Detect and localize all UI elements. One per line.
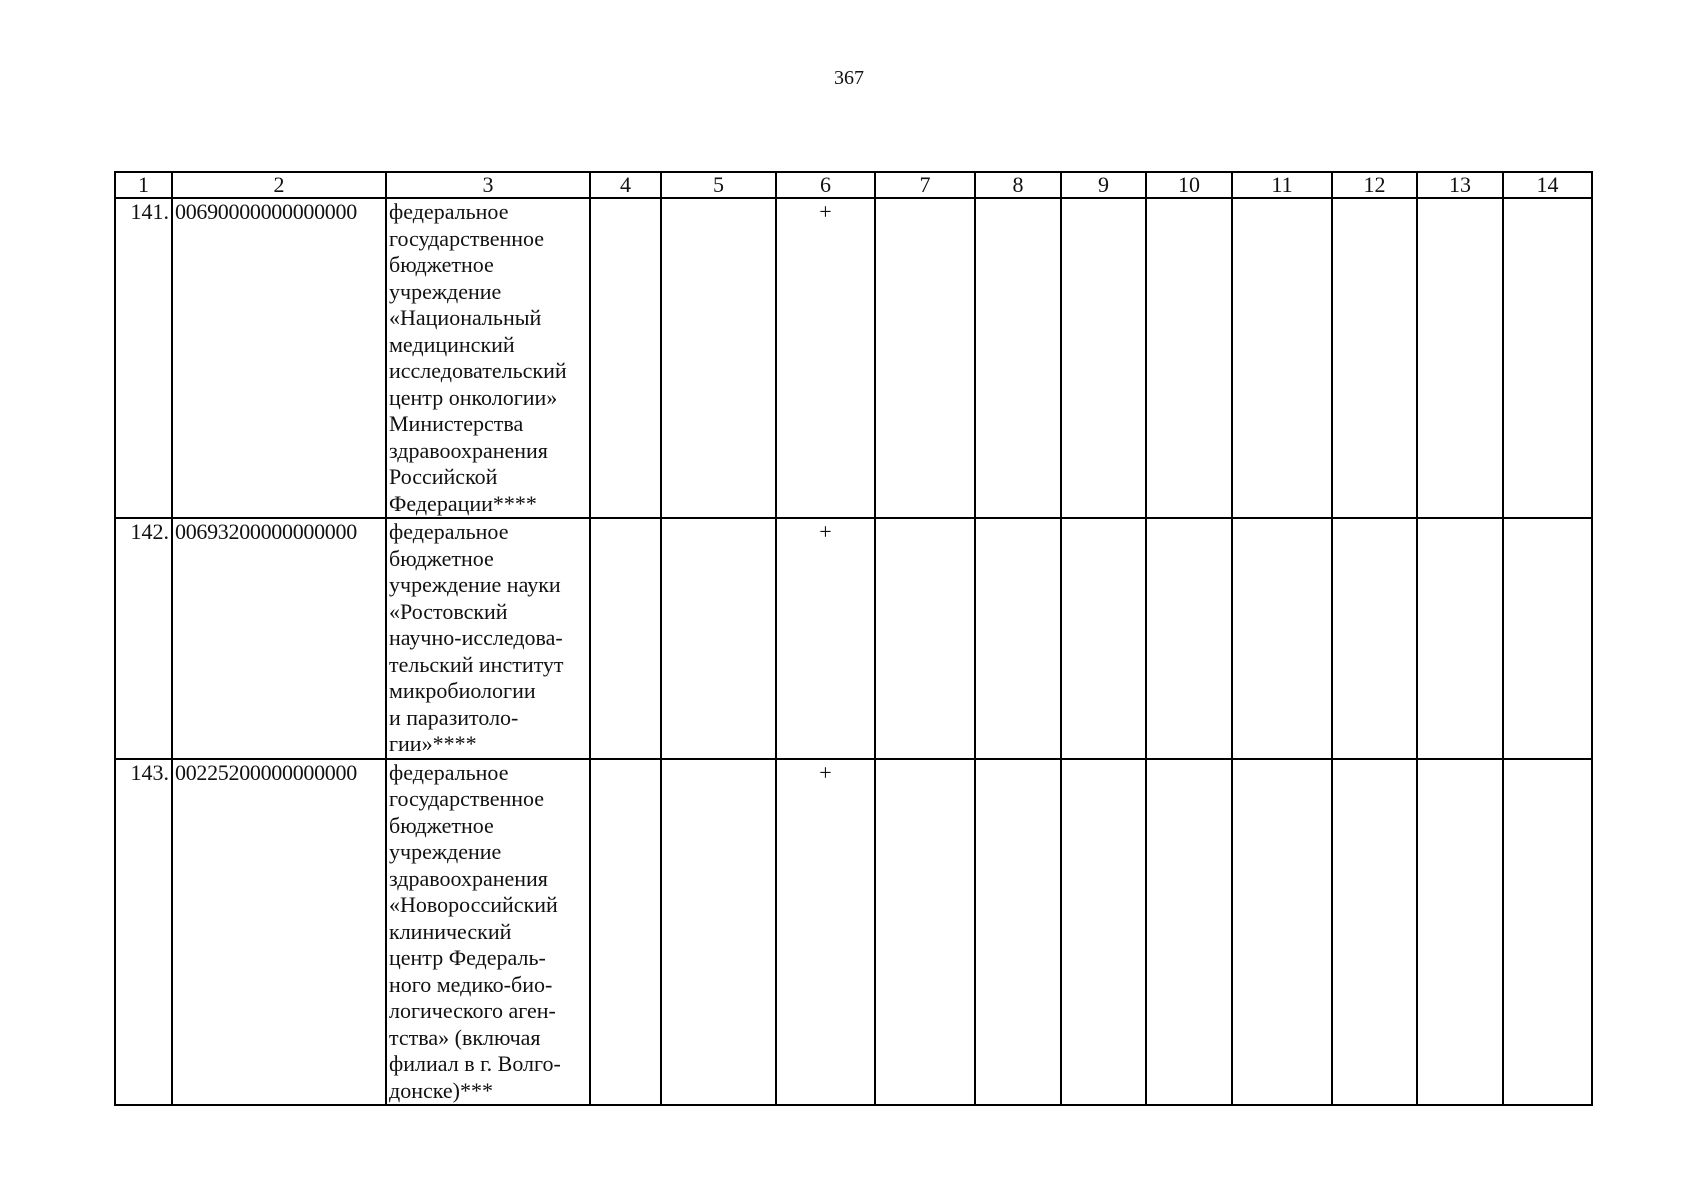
cell-col-8 xyxy=(975,198,1061,518)
cell-col-12 xyxy=(1332,518,1417,759)
page-number: 367 xyxy=(834,67,864,89)
cell-col-10 xyxy=(1146,518,1232,759)
cell-col-7 xyxy=(875,759,975,1106)
organization-name: федеральное бюджетное учреждение науки «Ростовский научно-исследова- тельский институт микробиологии и паразитоло- гии»**** xyxy=(386,518,590,759)
column-header-13: 13 xyxy=(1417,172,1503,198)
table-row xyxy=(115,198,1592,518)
cell-col-8 xyxy=(975,759,1061,1106)
organization-code: 00693200000000000 xyxy=(172,518,386,759)
row-number: 141. xyxy=(115,198,172,518)
cell-col-7 xyxy=(875,198,975,518)
column-header-10: 10 xyxy=(1146,172,1232,198)
cell-col-11 xyxy=(1232,518,1332,759)
column-header-8: 8 xyxy=(975,172,1061,198)
cell-col-14 xyxy=(1503,518,1592,759)
table-row xyxy=(115,759,1592,1106)
cell-col-11 xyxy=(1232,759,1332,1106)
cell-col-5 xyxy=(661,518,776,759)
cell-col-5 xyxy=(661,759,776,1106)
column-header-12: 12 xyxy=(1332,172,1417,198)
column-header-11: 11 xyxy=(1232,172,1332,198)
cell-col-9 xyxy=(1061,759,1146,1106)
cell-col-9 xyxy=(1061,198,1146,518)
column-header-2: 2 xyxy=(172,172,386,198)
cell-col-7 xyxy=(875,518,975,759)
column-header-4: 4 xyxy=(590,172,661,198)
column-header-14: 14 xyxy=(1503,172,1592,198)
cell-col-10 xyxy=(1146,759,1232,1106)
cell-col-14 xyxy=(1503,198,1592,518)
column-header-7: 7 xyxy=(875,172,975,198)
organization-name: федеральное государственное бюджетное учреждение «Национальный медицинский исследовательский центр онкологии» Министерства здравоохранения Российской Федерации**** xyxy=(386,198,590,518)
column-header-3: 3 xyxy=(386,172,590,198)
cell-col-13 xyxy=(1417,518,1503,759)
organization-name: федеральное государственное бюджетное учреждение здравоохранения «Новороссийский клинический центр Федераль- ного медико-био- логического аген- тства» (включая филиал в г. Волго- донске)*** xyxy=(386,759,590,1106)
column-header-5: 5 xyxy=(661,172,776,198)
cell-col-4 xyxy=(590,198,661,518)
cell-col-13 xyxy=(1417,198,1503,518)
cell-col-12 xyxy=(1332,759,1417,1106)
cell-col-12 xyxy=(1332,198,1417,518)
cell-col-11 xyxy=(1232,198,1332,518)
organization-code: 00690000000000000 xyxy=(172,198,386,518)
column-header-1: 1 xyxy=(115,172,172,198)
cell-col-10 xyxy=(1146,198,1232,518)
header-row xyxy=(115,172,1592,198)
cell-col-6-mark: + xyxy=(776,518,875,759)
cell-col-13 xyxy=(1417,759,1503,1106)
cell-col-4 xyxy=(590,759,661,1106)
cell-col-6-mark: + xyxy=(776,198,875,518)
cell-col-6-mark: + xyxy=(776,759,875,1106)
register-table xyxy=(114,171,1593,1106)
column-header-9: 9 xyxy=(1061,172,1146,198)
table-row xyxy=(115,518,1592,759)
cell-col-14 xyxy=(1503,759,1592,1106)
cell-col-9 xyxy=(1061,518,1146,759)
cell-col-8 xyxy=(975,518,1061,759)
column-header-6: 6 xyxy=(776,172,875,198)
cell-col-5 xyxy=(661,198,776,518)
organization-code: 00225200000000000 xyxy=(172,759,386,1106)
cell-col-4 xyxy=(590,518,661,759)
row-number: 143. xyxy=(115,759,172,1106)
row-number: 142. xyxy=(115,518,172,759)
